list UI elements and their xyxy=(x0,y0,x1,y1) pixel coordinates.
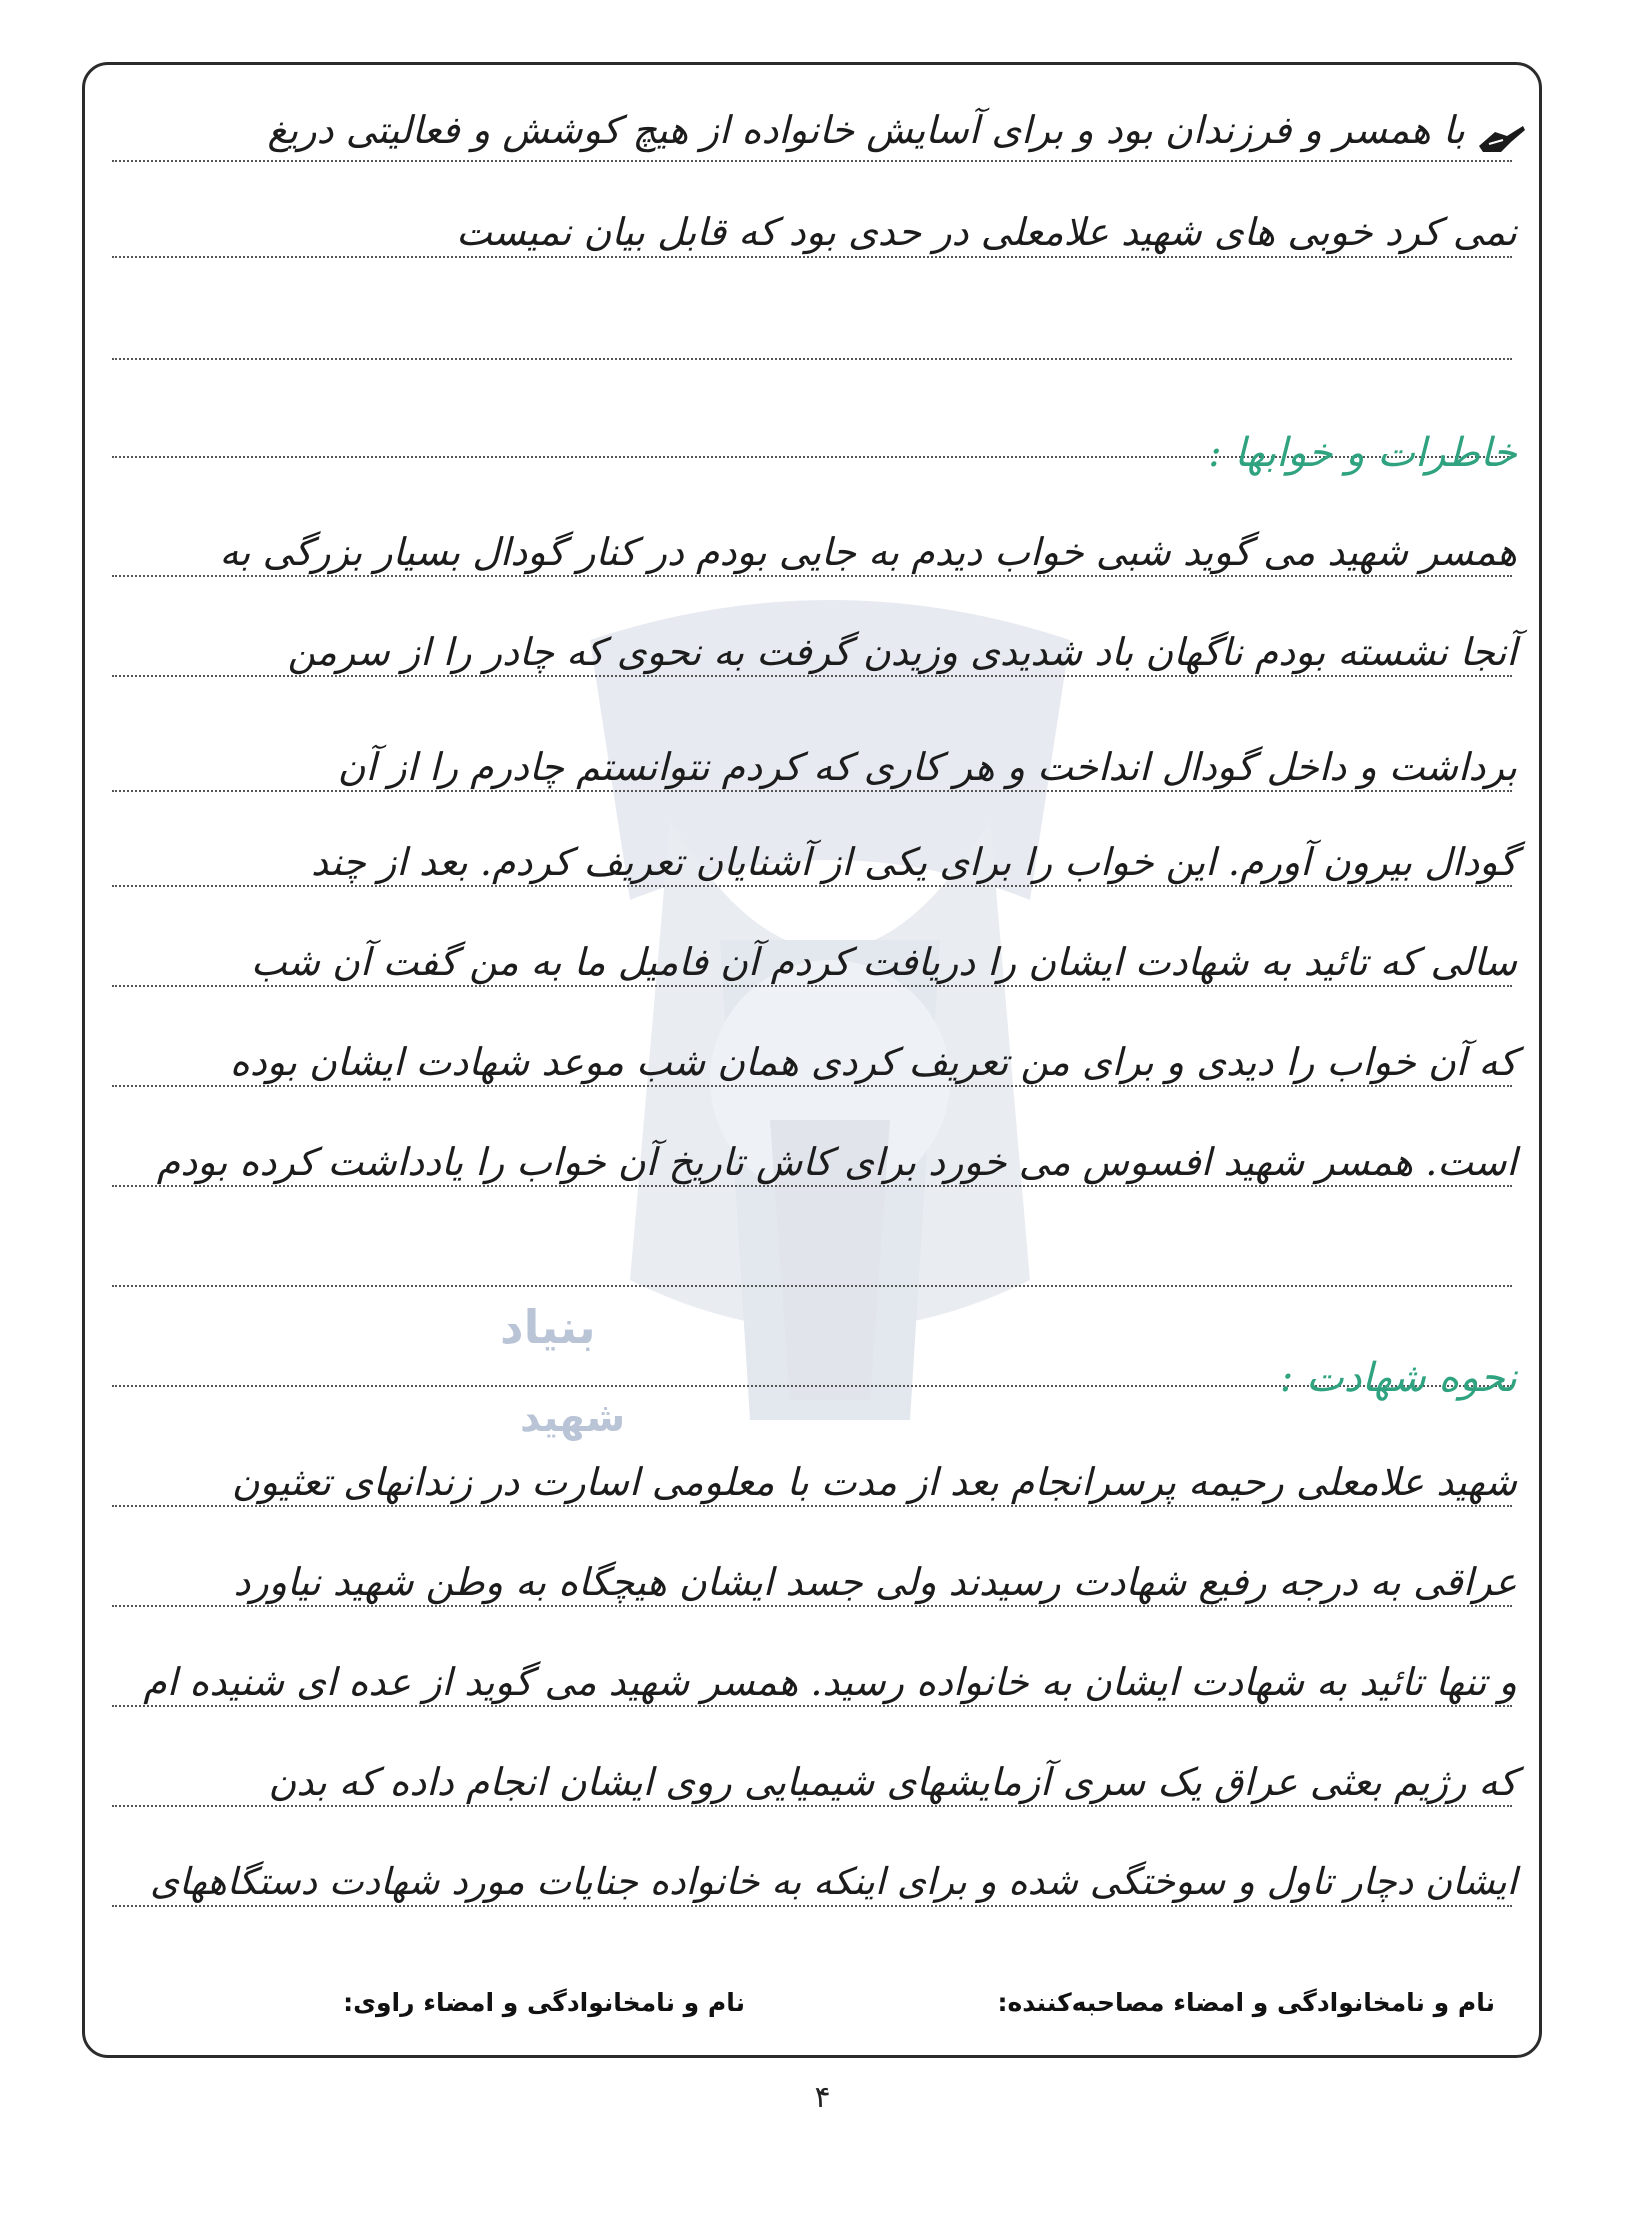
handwritten-line-2: نمی کرد خوبی های شهید علامعلی در حدی بود که قابل بیان نمیست xyxy=(456,210,1517,254)
ruled-line xyxy=(112,1185,1512,1187)
ruled-line xyxy=(112,1705,1512,1707)
handwritten-line-6: آنجا نشسته بودم ناگهان باد شدیدی وزیدن گرفت به نحوی که چادر را از سرمن xyxy=(287,630,1517,674)
handwritten-line-11: است. همسر شهید افسوس می خورد برای کاش تاریخ آن خواب را یادداشت کرده بودم xyxy=(156,1140,1517,1184)
handwritten-line-10: که آن خواب را دیدی و برای من تعریف کردی همان شب موعد شهادت ایشان بوده xyxy=(229,1040,1517,1084)
ruled-line xyxy=(112,160,1512,162)
ruled-line xyxy=(112,1505,1512,1507)
handwritten-line-18: ایشان دچار تاول و سوختگی شده و برای اینکه به خانواده جنایات مورد شهادت دستگاههای xyxy=(149,1860,1517,1903)
narrator-signature-label: نام و نامخانوادگی و امضاء راوی: xyxy=(343,1988,745,2017)
interviewer-signature-label: نام و نامخانوادگی و امضاء مصاحبه‌کننده: xyxy=(997,1988,1495,2017)
martyrdom-heading: نحوه شهادت : xyxy=(1279,1355,1517,1401)
ruled-line xyxy=(112,790,1512,792)
watermark-word-1: بنیاد xyxy=(500,1300,596,1354)
ruled-line xyxy=(112,1605,1512,1607)
pen-hand-icon xyxy=(1477,122,1527,156)
ruled-line xyxy=(112,1905,1512,1907)
handwritten-line-16: و تنها تائید به شهادت ایشان به خانواده رسید. همسر شهید می گوید از عده ای شنیده ام xyxy=(143,1660,1517,1704)
handwritten-line-15: عراقی به درجه رفیع شهادت رسیدند ولی جسد ایشان هیچگاه به وطن شهید نیاورد xyxy=(233,1560,1517,1604)
handwritten-line-14: شهید علامعلی رحیمه پرسرانجام بعد از مدت با معلومی اسارت در زندانهای تعثیون xyxy=(231,1460,1517,1504)
ruled-line xyxy=(112,675,1512,677)
handwritten-line-1: با همسر و فرزندان بود و برای آسایش خانواده از هیچ کوشش و فعالیتی دریغ xyxy=(267,108,1465,152)
ruled-line xyxy=(112,358,1512,360)
watermark-word-2: شهید xyxy=(520,1395,626,1441)
ruled-line xyxy=(112,1805,1512,1807)
ruled-line xyxy=(112,1085,1512,1087)
page-number: ۴ xyxy=(814,2080,831,2115)
ruled-line xyxy=(112,575,1512,577)
handwritten-line-17: که رژیم بعثی عراق یک سری آزمایشهای شیمیایی روی ایشان انجام داده که بدن xyxy=(268,1760,1517,1804)
memories-heading: خاطرات و خوابها : xyxy=(1208,430,1517,476)
handwritten-line-7: برداشت و داخل گودال انداخت و هر کاری که کردم نتوانستم چادرم را از آن xyxy=(337,745,1517,789)
ruled-line xyxy=(112,885,1512,887)
handwritten-line-8: گودال بیرون آورم. این خواب را برای یکی از آشنایان تعریف کردم. بعد از چند xyxy=(311,840,1517,884)
handwritten-line-9: سالی که تائید به شهادت ایشان را دریافت کردم آن فامیل ما به من گفت آن شب xyxy=(250,940,1517,984)
handwritten-line-5: همسر شهید می گوید شبی خواب دیدم به جایی بودم در کنار گودال بسیار بزرگی به xyxy=(219,530,1517,574)
ruled-line xyxy=(112,256,1512,258)
ruled-line xyxy=(112,985,1512,987)
ruled-line xyxy=(112,1285,1512,1287)
